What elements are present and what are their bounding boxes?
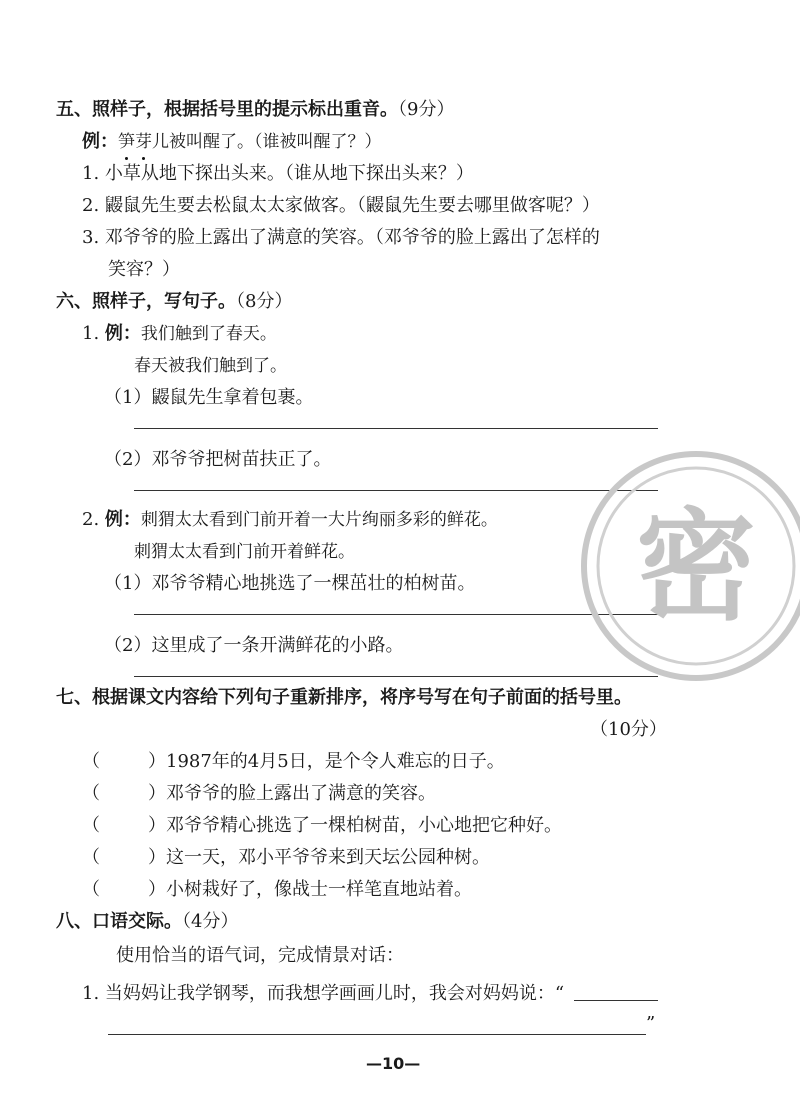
- answer-line[interactable]: [108, 1034, 646, 1035]
- section8-q1: 1. 当妈妈让我学钢琴，而我想学画画儿时，我会对妈妈说：“: [82, 983, 565, 1004]
- sort-item-text: ）邓爷爷的脸上露出了满意的笑容。: [148, 783, 436, 804]
- section6-q1-label: 例：: [104, 323, 141, 344]
- section8-heading-text: 八、口语交际。: [56, 911, 182, 932]
- close-quote: ”: [646, 1013, 656, 1034]
- section6-q2-item-1: （1）邓爷爷精心地挑选了一棵茁壮的柏树苗。: [104, 573, 476, 594]
- section6-heading-text: 六、照样子，写句子。: [56, 291, 236, 312]
- section6-q2-item-2: （2）这里成了一条开满鲜花的小路。: [104, 635, 404, 656]
- section5-item-2: 2. 鼹鼠先生要去松鼠太太家做客。（鼹鼠先生要去哪里做客呢？）: [82, 195, 600, 216]
- section5-score: （9分）: [398, 99, 455, 120]
- section6-q1-example-text: 我们触到了春天。: [140, 324, 277, 344]
- sort-item-text: ）1987年的4月5日，是个令人难忘的日子。: [148, 751, 505, 772]
- section6-q1-item-2: （2）邓爷爷把树苗扶正了。: [104, 449, 332, 470]
- section6-score: （8分）: [236, 291, 293, 312]
- open-paren: （: [82, 847, 100, 868]
- section6-q2-example-text: 刺猬太太看到门前开着一大片绚丽多彩的鲜花。: [140, 510, 498, 530]
- section5-item-3: 3. 邓爷爷的脸上露出了满意的笑容。（邓爷爷的脸上露出了怎样的: [82, 227, 600, 248]
- sort-item-2[interactable]: [82, 782, 436, 806]
- section7-heading: 七、根据课文内容给下列句子重新排序，将序号写在句子前面的括号里。: [56, 687, 632, 708]
- section6-q2-example: [82, 508, 498, 532]
- page-number: —10—: [366, 1054, 421, 1073]
- sort-item-text: ）邓爷爷精心挑选了一棵柏树苗，小心地把它种好。: [148, 815, 562, 836]
- answer-line[interactable]: [134, 428, 658, 429]
- section6-heading: [56, 290, 292, 314]
- sort-item-text: ）小树栽好了，像战士一样笔直地站着。: [148, 879, 472, 900]
- stamp-glyph: 密: [636, 498, 756, 637]
- sort-item-1[interactable]: [82, 750, 505, 774]
- section5-item-1: 1. 小草从地下探出头来。（谁从地下探出头来？）: [82, 163, 474, 184]
- section6-q1-num: 1.: [82, 323, 105, 344]
- open-paren: （: [82, 783, 100, 804]
- stress-mark-2: 芽: [135, 132, 152, 152]
- section6-q1-example2: 春天被我们触到了。: [134, 356, 287, 376]
- section5-heading: [56, 98, 454, 122]
- sort-item-text: ）这一天，邓小平爷爷来到天坛公园种树。: [148, 847, 490, 868]
- section6-q1-item-1: （1）鼹鼠先生拿着包裹。: [104, 387, 314, 408]
- sort-item-5[interactable]: [82, 878, 472, 902]
- confidential-stamp: [578, 448, 800, 684]
- open-paren: （: [82, 879, 100, 900]
- section5-heading-text: 五、照样子，根据括号里的提示标出重音。: [56, 99, 398, 120]
- answer-line[interactable]: [574, 1000, 658, 1001]
- open-paren: （: [82, 751, 100, 772]
- section5-item-3-cont: 笑容？）: [108, 259, 180, 280]
- section5-example-text: 儿被叫醒了。（谁被叫醒了？）: [152, 132, 382, 152]
- section8-instruction: 使用恰当的语气词，完成情景对话：: [116, 945, 404, 966]
- section6-q2-example2: 刺猬太太看到门前开着鲜花。: [134, 542, 355, 562]
- section6-q2-label: 例：: [104, 509, 141, 530]
- section6-q2-num: 2.: [82, 509, 105, 530]
- stress-mark-1: 笋: [118, 132, 135, 152]
- sort-item-4[interactable]: [82, 846, 490, 870]
- section7-score: （10分）: [590, 719, 667, 740]
- section6-q1-example: [82, 322, 277, 346]
- section5-example-label: 例：: [82, 131, 118, 152]
- open-paren: （: [82, 815, 100, 836]
- section5-example: [82, 130, 382, 154]
- section8-score: （4分）: [182, 911, 239, 932]
- sort-item-3[interactable]: [82, 814, 562, 838]
- section8-heading: [56, 910, 238, 934]
